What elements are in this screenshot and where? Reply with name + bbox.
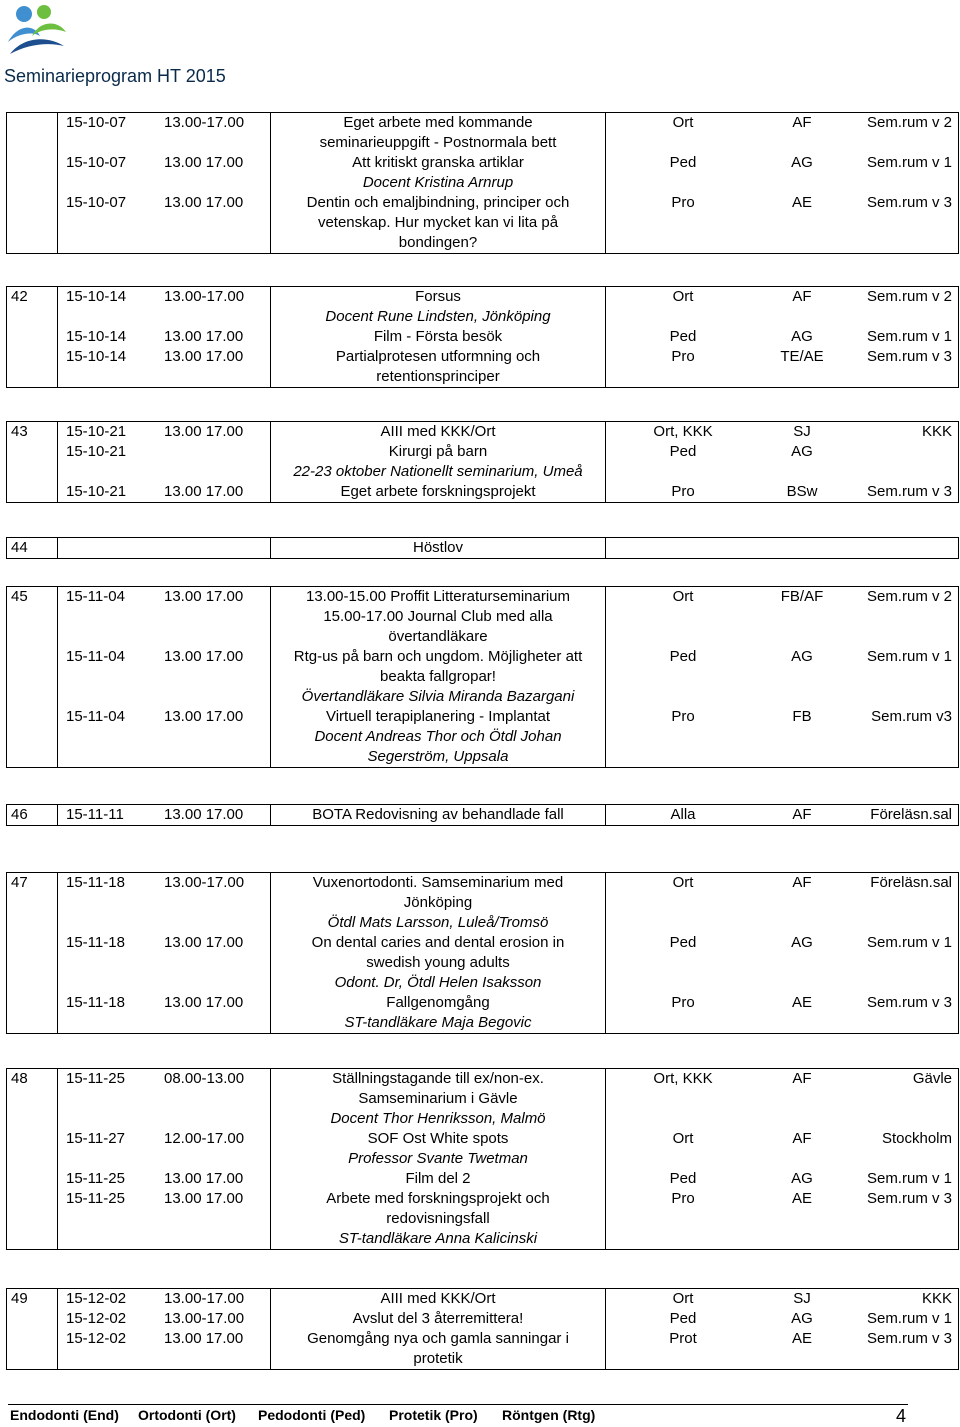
event-title: Vuxenortodonti. Samseminarium med: [312, 874, 564, 891]
table-row: [7, 153, 958, 193]
event-title: Dentin och emaljbindning, principer och: [306, 194, 570, 211]
leader-cell: AF: [792, 874, 812, 891]
schedule-table: [7, 587, 958, 767]
event-title: Virtuell terapiplanering - Implantat: [325, 708, 550, 725]
event-speaker: Docent Andreas Thor och Ötdl Johan: [314, 728, 562, 745]
event-title: Jönköping: [403, 894, 473, 911]
date-cell: 15-11-18: [66, 994, 125, 1011]
table-row: [7, 707, 958, 767]
group-cell: Ped: [669, 443, 697, 460]
event-cell: [271, 327, 606, 347]
legend-item: Ortodonti (Ort): [138, 1407, 236, 1423]
event-cell: [271, 587, 606, 647]
event-title: Film - Första besök: [373, 328, 503, 345]
event-title: BOTA Redovisning av behandlade fall: [312, 806, 564, 823]
event-cell: [271, 1069, 606, 1129]
week-section: [6, 804, 959, 826]
time-cell: 13.00-17.00: [162, 287, 271, 327]
group-cell: Alla: [670, 806, 696, 823]
leader-cell: AG: [791, 154, 813, 171]
group-cell: Ort: [672, 288, 694, 305]
room-cell: Sem.rum v 3: [866, 1190, 952, 1207]
event-title: Höstlov: [412, 539, 464, 556]
event-cell: [271, 1189, 606, 1249]
date-cell: 15-11-18: [66, 934, 125, 951]
room-cell: Sem.rum v 2: [866, 588, 952, 605]
group-cell: Pro: [671, 708, 695, 725]
time-cell: 13.00 17.00: [162, 347, 271, 387]
room-cell: Sem.rum v 1: [866, 648, 952, 665]
group-cell: Ort: [672, 1290, 694, 1307]
date-cell: 15-10-21: [66, 423, 127, 440]
legend-item: Pedodonti (Ped): [258, 1407, 366, 1423]
week-number: 47: [7, 873, 58, 1033]
group-cell: Ort: [672, 874, 694, 891]
leader-cell: AF: [792, 288, 812, 305]
room-cell: Sem.rum v 1: [866, 934, 952, 951]
group-cell: Ped: [669, 1310, 697, 1327]
room-cell: Sem.rum v 3: [866, 194, 952, 211]
time-cell: 13.00 17.00: [162, 153, 271, 193]
schedule-table: [7, 873, 958, 1033]
table-row: [7, 805, 958, 825]
leader-cell: AG: [791, 1170, 813, 1187]
event-title: Forsus: [415, 288, 461, 305]
table-row: [7, 1329, 958, 1369]
page-title: Seminarieprogram HT 2015: [4, 66, 226, 86]
date-cell: 15-12-02: [66, 1330, 127, 1347]
event-speaker: ST-tandläkare Maja Begovic: [344, 1014, 532, 1031]
leader-cell: SJ: [793, 423, 811, 440]
time-cell: [162, 442, 271, 482]
schedule-table: [7, 1069, 958, 1249]
date-cell: 15-11-25: [66, 1070, 125, 1087]
group-cell: Ort: [672, 114, 694, 131]
date-cell: [58, 538, 163, 558]
date-cell: 15-10-21: [66, 483, 127, 500]
table-row: [7, 1069, 958, 1129]
table-row: [7, 482, 958, 502]
event-title: Samseminarium i Gävle: [358, 1090, 518, 1107]
date-cell: 15-10-14: [66, 348, 127, 365]
event-title: AIII med KKK/Ort: [380, 1290, 496, 1307]
legend-item: Protetik (Pro): [389, 1407, 478, 1423]
event-title: Att kritiskt granska artiklar: [352, 154, 524, 171]
event-cell: [271, 993, 606, 1033]
week-section: [6, 1068, 959, 1250]
room-cell: Gävle: [912, 1070, 952, 1087]
group-cell: Pro: [671, 1190, 695, 1207]
table-row: [7, 347, 958, 387]
event-speaker: Professor Svante Twetman: [348, 1150, 528, 1167]
event-title: bondingen?: [398, 234, 478, 251]
event-cell: [271, 113, 606, 153]
room-cell: Sem.rum v 1: [866, 154, 952, 171]
time-cell: 08.00-13.00: [162, 1069, 271, 1129]
table-row: [7, 587, 958, 647]
date-cell: 15-10-14: [66, 328, 127, 345]
event-cell: [271, 482, 606, 502]
event-cell: [271, 442, 606, 482]
leader-cell: SJ: [793, 1290, 811, 1307]
leader-cell: AE: [791, 994, 812, 1011]
room-cell: KKK: [921, 423, 952, 440]
event-cell: [271, 805, 606, 825]
room-cell: Sem.rum v 3: [866, 348, 952, 365]
group-cell: Pro: [671, 348, 695, 365]
event-title: 15.00-17.00 Journal Club med alla: [323, 608, 553, 625]
group-cell: Ort: [672, 1130, 694, 1147]
schedule-table: [7, 805, 958, 825]
table-row: [7, 1189, 958, 1249]
event-title: 13.00-15.00 Proffit Litteraturseminarium: [305, 588, 571, 605]
time-cell: 13.00 17.00: [162, 193, 271, 253]
event-title: Eget arbete med kommande: [343, 114, 533, 131]
time-cell: 13.00 17.00: [162, 482, 271, 502]
week-section: [6, 586, 959, 768]
date-cell: 15-11-04: [66, 588, 125, 605]
week-section: [6, 286, 959, 388]
legend-item: Röntgen (Rtg): [502, 1407, 596, 1423]
leader-cell: AG: [791, 443, 813, 460]
time-cell: 13.00 17.00: [162, 933, 271, 993]
week-section: [6, 1288, 959, 1370]
event-cell: [271, 153, 606, 193]
event-title: Fallgenomgång: [386, 994, 490, 1011]
table-row: [7, 873, 958, 933]
week-section: [6, 537, 959, 559]
room-cell: Sem.rum v 1: [866, 328, 952, 345]
week-section: [6, 872, 959, 1034]
time-cell: 13.00 17.00: [162, 422, 271, 442]
room-cell: Sem.rum v 3: [866, 994, 952, 1011]
group-cell: Ped: [669, 648, 697, 665]
event-cell: [271, 1329, 606, 1369]
time-cell: 13.00-17.00: [162, 1309, 271, 1329]
room-cell: [844, 442, 958, 482]
date-cell: 15-12-02: [66, 1290, 127, 1307]
event-title: Partialprotesen utformning och: [335, 348, 541, 365]
event-title: redovisningsfall: [386, 1210, 490, 1227]
date-cell: 15-10-14: [66, 288, 127, 305]
time-cell: 13.00 17.00: [162, 327, 271, 347]
event-speaker: Segerström, Uppsala: [367, 748, 509, 765]
week-number: 48: [7, 1069, 58, 1249]
leader-cell: AG: [791, 328, 813, 345]
schedule-table: [7, 1289, 958, 1369]
table-row: [7, 1309, 958, 1329]
room-cell: Sem.rum v 2: [866, 288, 952, 305]
leader-cell: AF: [792, 806, 812, 823]
time-cell: 13.00 17.00: [162, 1329, 271, 1369]
time-cell: 12.00-17.00: [162, 1129, 271, 1169]
week-number: 49: [7, 1289, 58, 1369]
leader-cell: AG: [791, 934, 813, 951]
week-number: 43: [7, 422, 58, 502]
time-cell: 13.00-17.00: [162, 113, 271, 153]
time-cell: 13.00 17.00: [162, 1169, 271, 1189]
leader-cell: AG: [791, 1310, 813, 1327]
date-cell: 15-12-02: [66, 1310, 127, 1327]
date-cell: 15-10-07: [66, 154, 127, 171]
event-title: Ställningstagande till ex/non-ex.: [332, 1070, 544, 1087]
event-cell: [271, 538, 606, 558]
table-row: [7, 442, 958, 482]
organization-logo: [4, 2, 68, 66]
event-title: Kirurgi på barn: [388, 443, 488, 460]
event-title: seminarieuppgift - Postnormala bett: [319, 134, 557, 151]
week-number: 44: [7, 538, 58, 558]
schedule-table: [7, 422, 958, 502]
room-cell: Sem.rum v3: [871, 708, 952, 725]
event-title: Film del 2: [405, 1170, 471, 1187]
date-cell: 15-11-25: [66, 1190, 125, 1207]
event-speaker: ST-tandläkare Anna Kalicinski: [338, 1230, 538, 1247]
table-row: [7, 113, 958, 153]
event-speaker: Docent Kristina Arnrup: [362, 174, 514, 191]
event-title: retentionsprinciper: [376, 368, 500, 385]
date-cell: 15-11-25: [66, 1170, 125, 1187]
date-cell: 15-11-18: [66, 874, 125, 891]
date-cell: 15-11-04: [66, 708, 125, 725]
date-cell: 15-11-11: [66, 806, 124, 823]
group-cell: Pro: [671, 994, 695, 1011]
time-cell: 13.00 17.00: [162, 587, 271, 647]
event-cell: [271, 933, 606, 993]
event-speaker: 22-23 oktober Nationellt seminarium, Umeå: [293, 463, 583, 480]
room-cell: Sem.rum v 1: [866, 1310, 952, 1327]
date-cell: 15-11-04: [66, 648, 125, 665]
group-cell: Ort, KKK: [653, 1070, 713, 1087]
event-title: vetenskap. Hur mycket kan vi lita på: [317, 214, 559, 231]
leader-cell: FB/AF: [780, 588, 824, 605]
table-row: [7, 993, 958, 1033]
room-cell: Sem.rum v 1: [866, 1170, 952, 1187]
leader-cell: BSw: [786, 483, 818, 500]
event-title: Eget arbete forskningsprojekt: [340, 483, 536, 500]
event-title: swedish young adults: [366, 954, 510, 971]
week-number: 46: [7, 805, 58, 825]
legend-item: Endodonti (End): [10, 1407, 119, 1423]
leader-cell: AE: [791, 1190, 812, 1207]
week-number: 42: [7, 287, 58, 387]
event-cell: [271, 422, 606, 442]
event-cell: [271, 1289, 606, 1309]
room-cell: KKK: [921, 1290, 952, 1307]
event-title: On dental caries and dental erosion in: [311, 934, 565, 951]
time-cell: [162, 538, 271, 558]
leader-cell: AG: [791, 648, 813, 665]
event-cell: [271, 1309, 606, 1329]
event-cell: [271, 647, 606, 707]
event-title: Genomgång nya och gamla sanningar i: [307, 1330, 569, 1347]
room-cell: Sem.rum v 3: [866, 1330, 952, 1347]
table-row: [7, 538, 958, 558]
leader-cell: AF: [792, 114, 812, 131]
group-cell: Ped: [669, 154, 697, 171]
event-speaker: Ötdl Mats Larsson, Luleå/Tromsö: [327, 914, 549, 931]
footer-legend: [8, 1404, 908, 1423]
event-title: övertandläkare: [388, 628, 488, 645]
week-number: 45: [7, 587, 58, 767]
table-row: [7, 647, 958, 707]
group-cell: Pro: [671, 483, 695, 500]
leader-cell: AE: [791, 194, 812, 211]
room-cell: [844, 538, 958, 558]
leader-cell: FB: [792, 708, 812, 725]
group-cell: Ped: [669, 934, 697, 951]
group-cell: Ort: [672, 588, 694, 605]
room-cell: Föreläsn.sal: [870, 874, 952, 891]
table-row: [7, 422, 958, 442]
schedule-table: [7, 113, 958, 253]
event-speaker: Docent Rune Lindsten, Jönköping: [325, 308, 551, 325]
time-cell: 13.00 17.00: [162, 993, 271, 1033]
event-speaker: Odont. Dr, Ötdl Helen Isaksson: [334, 974, 542, 991]
room-cell: Föreläsn.sal: [870, 806, 952, 823]
time-cell: 13.00 17.00: [162, 647, 271, 707]
time-cell: 13.00 17.00: [162, 707, 271, 767]
date-cell: 15-11-27: [66, 1130, 125, 1147]
event-speaker: Docent Thor Henriksson, Malmö: [330, 1110, 546, 1127]
leader-cell: TE/AE: [780, 348, 824, 365]
schedule-table: [7, 287, 958, 387]
event-title: Arbete med forskningsprojekt och: [326, 1190, 550, 1207]
group-cell: Prot: [669, 1330, 697, 1347]
event-title: beakta fallgropar!: [380, 668, 496, 685]
group-cell: Ort, KKK: [653, 423, 713, 440]
date-cell: 15-10-07: [66, 194, 127, 211]
week-section: [6, 421, 959, 503]
week-number: [7, 113, 58, 253]
event-cell: [271, 1169, 606, 1189]
event-title: protetik: [413, 1350, 463, 1367]
event-cell: [271, 287, 606, 327]
group-cell: Ped: [669, 328, 697, 345]
room-cell: Sem.rum v 3: [866, 483, 952, 500]
event-title: SOF Ost White spots: [367, 1130, 509, 1147]
table-row: [7, 1169, 958, 1189]
time-cell: 13.00-17.00: [162, 873, 271, 933]
event-title: Rtg-us på barn och ungdom. Möjligheter att: [293, 648, 583, 665]
event-cell: [271, 193, 606, 253]
table-row: [7, 193, 958, 253]
time-cell: 13.00 17.00: [162, 1189, 271, 1249]
time-cell: 13.00-17.00: [162, 1289, 271, 1309]
leader-cell: AE: [791, 1330, 812, 1347]
schedule-table: [7, 538, 958, 558]
group-cell: [606, 538, 761, 558]
room-cell: Stockholm: [881, 1130, 952, 1147]
leader-cell: AF: [792, 1130, 812, 1147]
week-section: [6, 112, 959, 254]
table-row: [7, 933, 958, 993]
time-cell: 13.00 17.00: [162, 805, 271, 825]
event-cell: [271, 347, 606, 387]
event-title: AIII med KKK/Ort: [380, 423, 496, 440]
group-cell: Pro: [671, 194, 695, 211]
date-cell: 15-10-07: [66, 114, 127, 131]
leader-cell: AF: [792, 1070, 812, 1087]
event-cell: [271, 1129, 606, 1169]
event-cell: [271, 707, 606, 767]
table-row: [7, 1289, 958, 1309]
table-row: [7, 1129, 958, 1169]
group-cell: Ped: [669, 1170, 697, 1187]
room-cell: Sem.rum v 2: [866, 114, 952, 131]
table-row: [7, 327, 958, 347]
leader-cell: [760, 538, 844, 558]
table-row: [7, 287, 958, 327]
event-cell: [271, 873, 606, 933]
page-number: 4: [896, 1406, 907, 1426]
event-title: Avslut del 3 återremittera!: [352, 1310, 524, 1327]
event-speaker: Övertandläkare Silvia Miranda Bazargani: [301, 688, 575, 705]
date-cell: 15-10-21: [66, 443, 127, 460]
